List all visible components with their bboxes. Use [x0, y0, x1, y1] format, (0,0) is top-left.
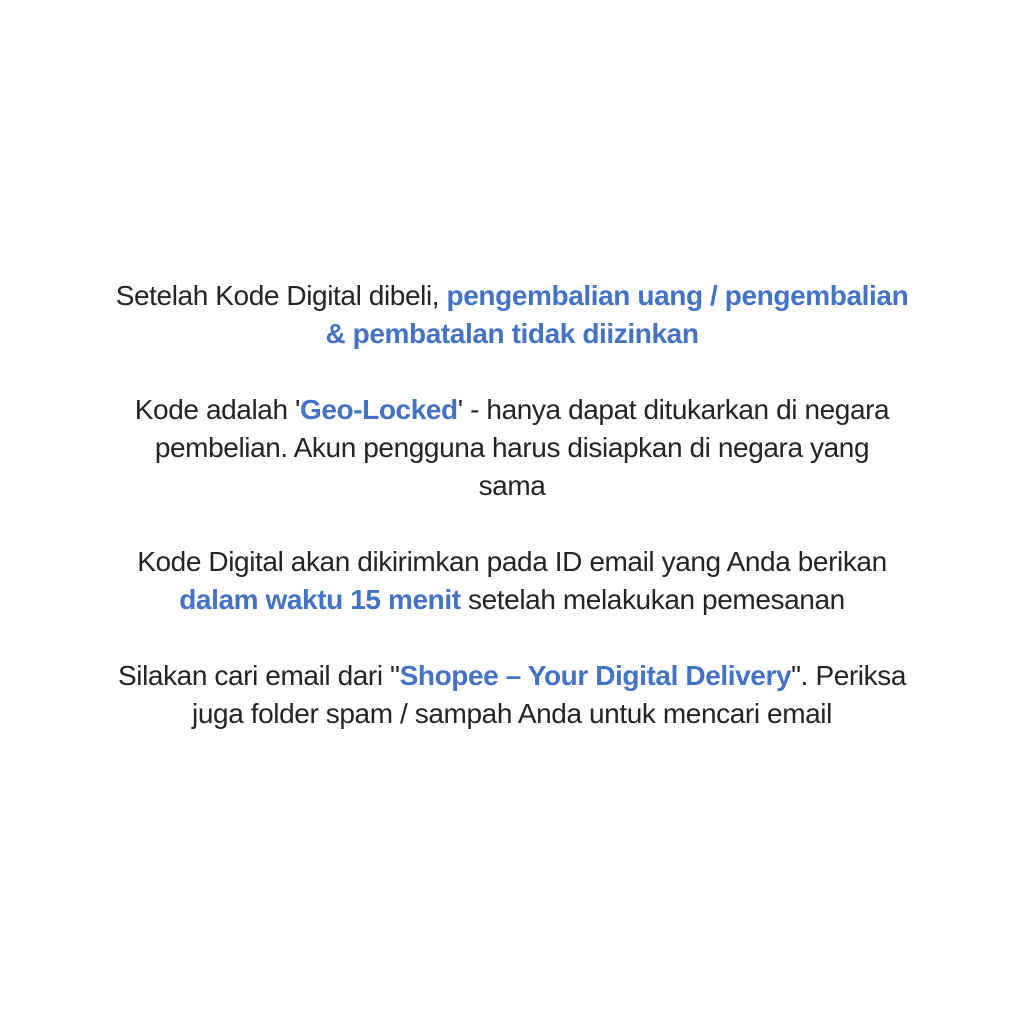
text-line — [0, 391, 1024, 429]
highlight-run: dalam waktu 15 menit — [179, 584, 461, 615]
text-run: pembelian. Akun pengguna harus disiapkan di negara yang — [154, 432, 870, 463]
text-line — [0, 657, 1024, 695]
paragraph-refund-policy — [0, 277, 1024, 353]
text-line — [0, 429, 1024, 467]
highlight-run: Shopee – Your Digital Delivery — [399, 660, 792, 691]
text-line — [0, 695, 1024, 733]
text-run: setelah melakukan pemesanan — [460, 584, 845, 615]
terms-text-block — [0, 277, 1024, 733]
text-line — [0, 467, 1024, 505]
text-run: ' - hanya dapat ditukarkan di negara — [457, 394, 890, 425]
highlight-run: Geo-Locked — [299, 394, 458, 425]
paragraph-delivery-time — [0, 543, 1024, 619]
text-line — [0, 277, 1024, 315]
paragraph-email-search — [0, 657, 1024, 733]
text-run: juga folder spam / sampah Anda untuk mencari email — [192, 698, 832, 729]
paragraph-geo-locked — [0, 391, 1024, 505]
text-run: ". Periksa — [791, 660, 907, 691]
highlight-run: & pembatalan tidak diizinkan — [325, 318, 699, 349]
text-line — [0, 543, 1024, 581]
highlight-run: pengembalian uang / pengembalian — [446, 280, 909, 311]
text-run: Setelah Kode Digital dibeli, — [115, 280, 447, 311]
text-run: Silakan cari email dari " — [117, 660, 400, 691]
text-run: sama — [478, 470, 546, 501]
text-line — [0, 315, 1024, 353]
text-run: Kode Digital akan dikirimkan pada ID email yang Anda berikan — [137, 546, 887, 577]
text-run: Kode adalah ' — [134, 394, 300, 425]
text-line — [0, 581, 1024, 619]
